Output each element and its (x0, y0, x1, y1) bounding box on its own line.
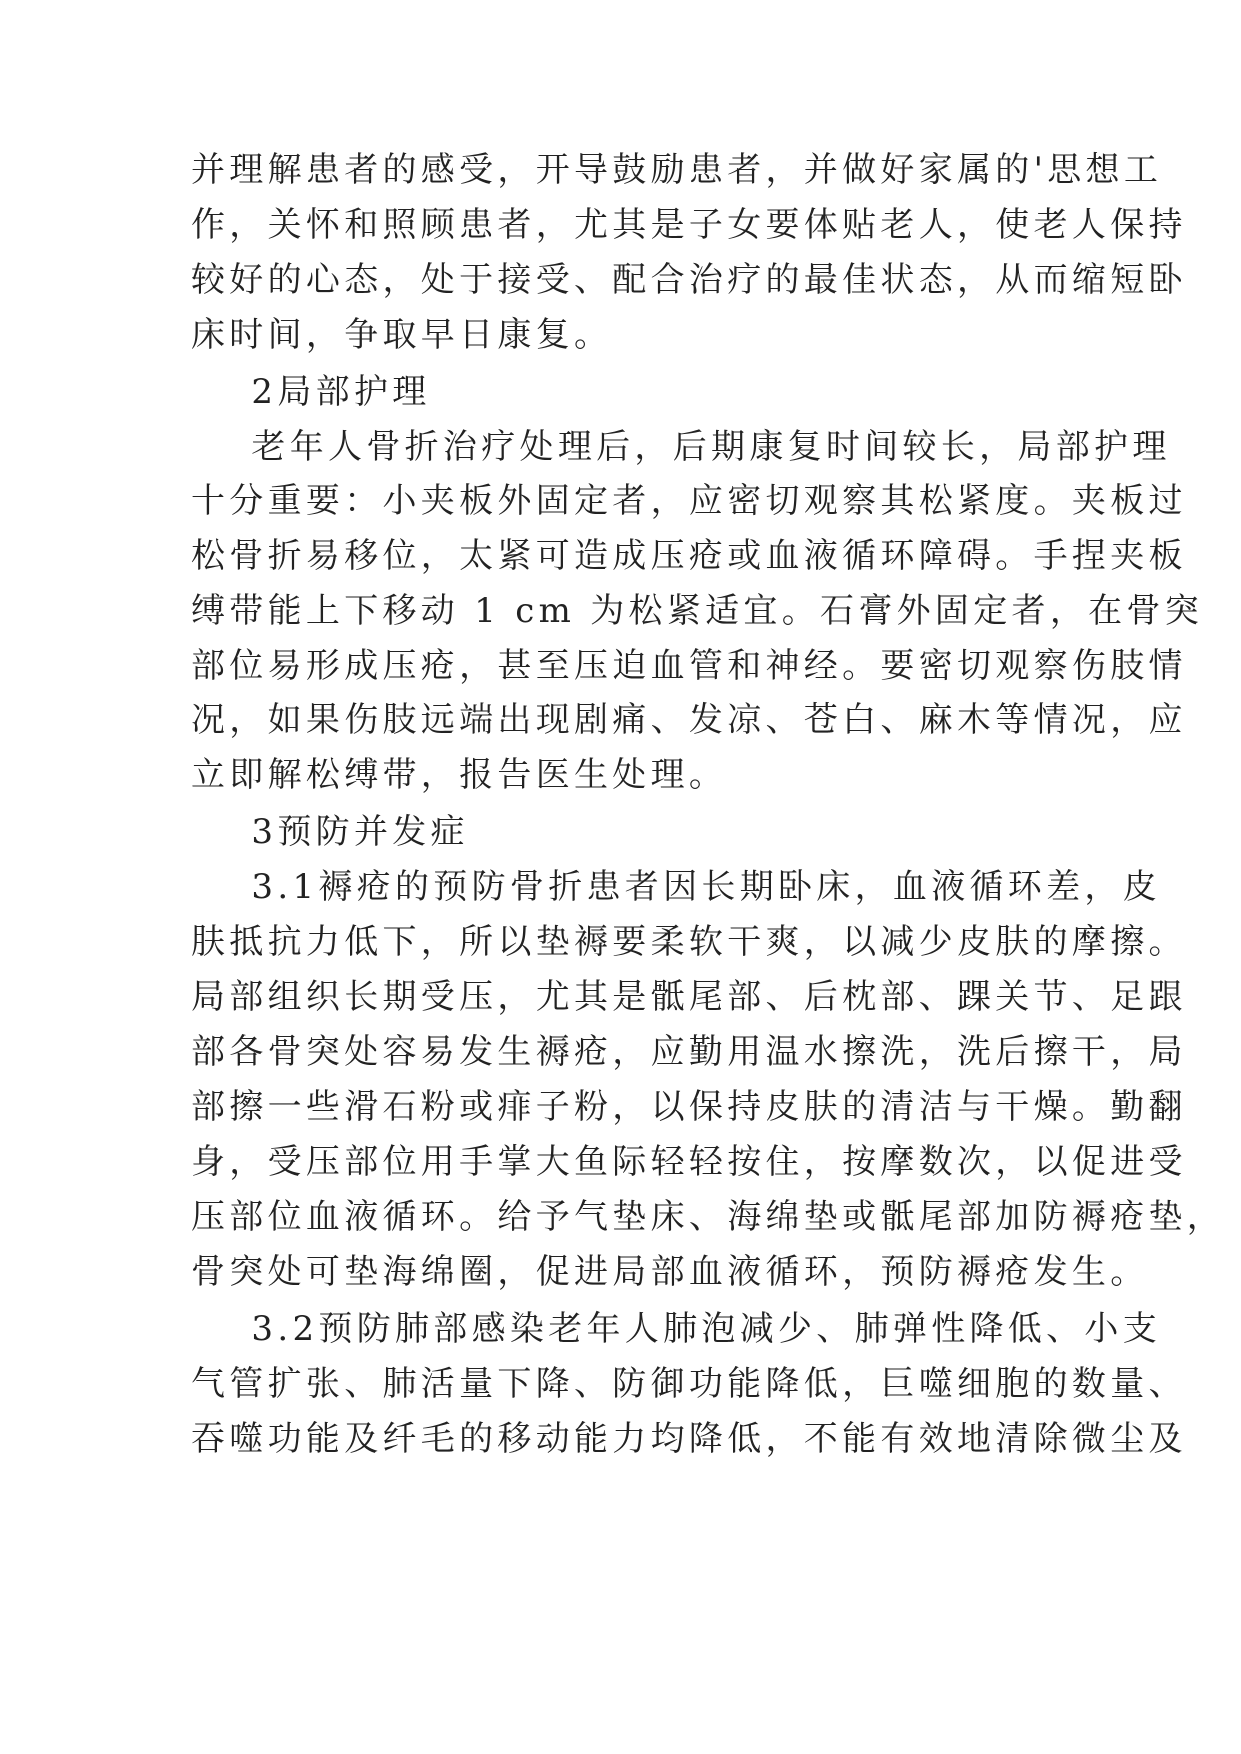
text-line: 3.2预防肺部感染老年人肺泡减少、肺弹性降低、小支 (191, 1309, 1161, 1349)
text-line: 3.1褥疮的预防骨折患者因长期卧床，血液循环差，皮 (191, 867, 1161, 907)
text-line: 床时间，争取早日康复。 (191, 315, 613, 355)
text-line: 部各骨突处容易发生褥疮，应勤用温水擦洗，洗后擦干，局 (191, 1032, 1187, 1072)
text-line: 肤抵抗力低下，所以垫褥要柔软干爽，以减少皮肤的摩擦。 (191, 922, 1187, 962)
text-line: 缚带能上下移动 1 cm 为松紧适宜。石膏外固定者，在骨突 (191, 591, 1204, 631)
text-line: 身，受压部位用手掌大鱼际轻轻按住，按摩数次，以促进受 (191, 1142, 1187, 1182)
text-line: 骨突处可垫海绵圈，促进局部血液循环，预防褥疮发生。 (191, 1252, 1149, 1292)
text-line: 并理解患者的感受，开导鼓励患者，并做好家属的'思想工 (191, 150, 1163, 190)
text-line: 部擦一些滑石粉或痱子粉，以保持皮肤的清洁与干燥。勤翻 (191, 1087, 1187, 1127)
text-line: 老年人骨折治疗处理后，后期康复时间较长，局部护理 (191, 427, 1171, 467)
text-line: 吞噬功能及纤毛的移动能力均降低，不能有效地清除微尘及 (191, 1419, 1187, 1459)
text-line: 十分重要：小夹板外固定者，应密切观察其松紧度。夹板过 (191, 481, 1187, 521)
text-line: 况，如果伤肢远端出现剧痛、发凉、苍白、麻木等情况，应 (191, 700, 1187, 740)
text-line: 部位易形成压疮，甚至压迫血管和神经。要密切观察伤肢情 (191, 646, 1187, 686)
text-line: 局部组织长期受压，尤其是骶尾部、后枕部、踝关节、足跟 (191, 977, 1187, 1017)
text-line: 压部位血液循环。给予气垫床、海绵垫或骶尾部加防褥疮垫， (191, 1197, 1226, 1237)
text-line: 较好的心态，处于接受、配合治疗的最佳状态，从而缩短卧 (191, 260, 1187, 300)
text-line: 气管扩张、肺活量下降、防御功能降低，巨噬细胞的数量、 (191, 1364, 1187, 1404)
text-line: 立即解松缚带，报告医生处理。 (191, 755, 728, 795)
section-heading: 2局部护理 (191, 372, 431, 412)
text-line: 作，关怀和照顾患者，尤其是子女要体贴老人，使老人保持 (191, 205, 1187, 245)
text-line: 松骨折易移位，太紧可造成压疮或血液循环障碍。手捏夹板 (191, 536, 1187, 576)
section-heading: 3预防并发症 (191, 812, 469, 852)
